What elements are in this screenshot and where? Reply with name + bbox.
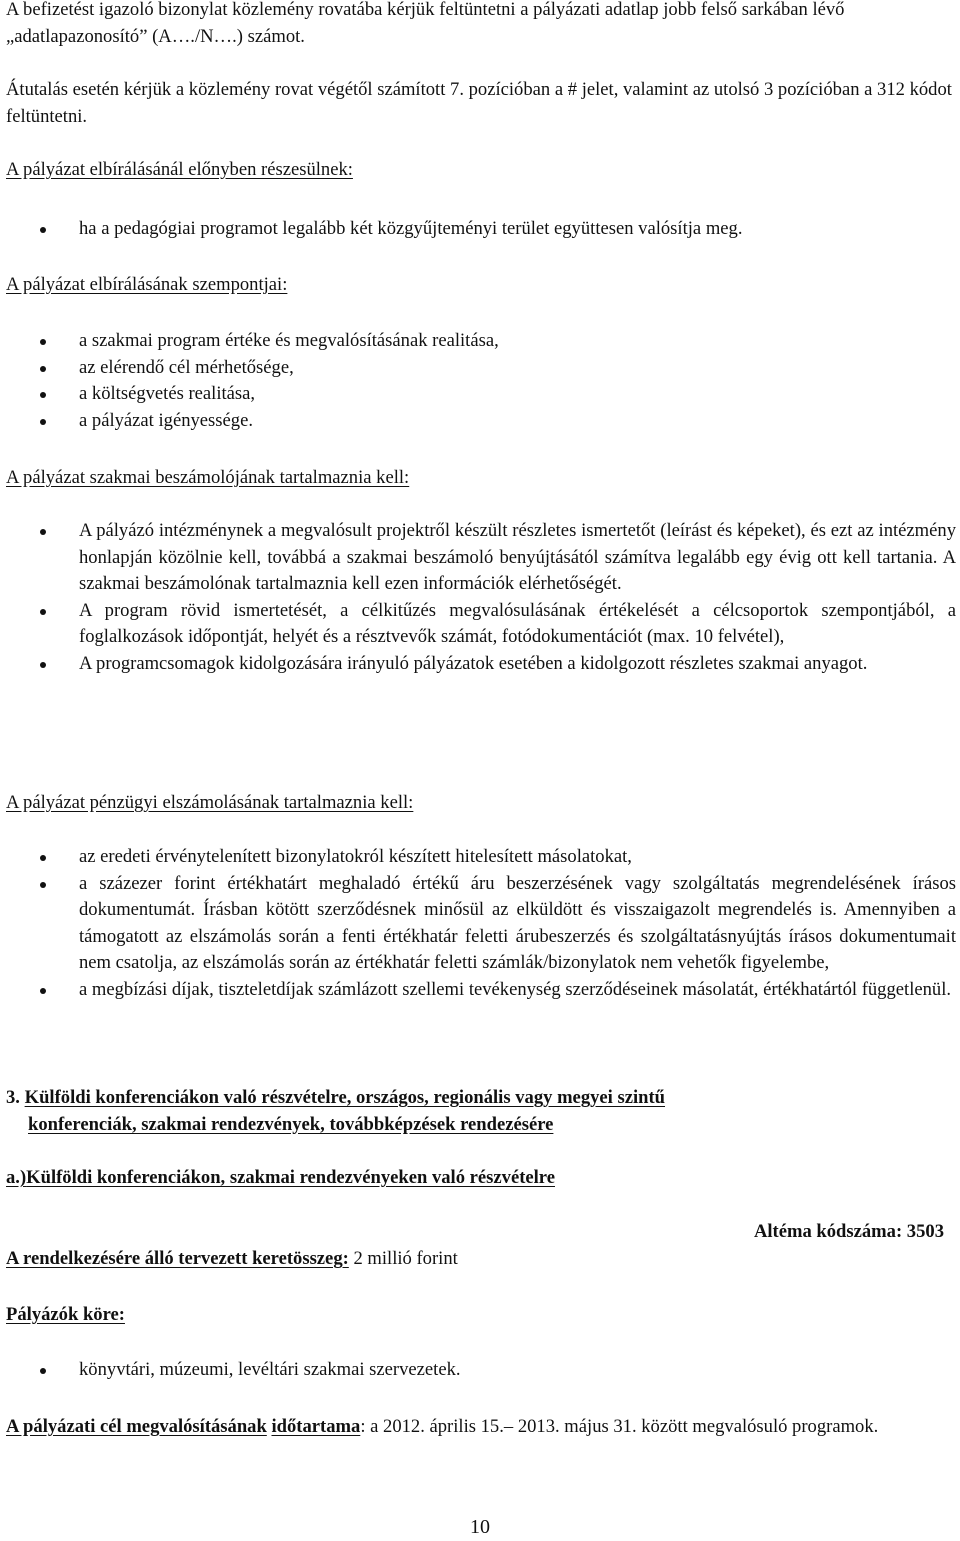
criteria-list [6, 328, 956, 434]
duration-label-1: A pályázati cél megvalósításának [6, 1416, 267, 1437]
budget-value: 2 millió forint [353, 1248, 458, 1269]
applicants-list [6, 1357, 956, 1384]
list-item: A program rövid ismertetését, a célkitűzés megvalósulásának értékelését a célcsoportok szempontjából, a foglalkozások időpontját, helyét és a résztvevők számát, fotódokumentációt (max. 10 felvétel), [6, 598, 956, 651]
subsection-a-title [6, 1165, 956, 1192]
section-number: 3. [6, 1087, 20, 1108]
list-item: az eredeti érvénytelenített bizonylatokról készített hitelesített másolatokat, [6, 844, 956, 871]
applicants-heading: Pályázók köre: [6, 1304, 125, 1325]
bullet-icon [40, 227, 46, 233]
bullet-icon [40, 339, 46, 345]
bullet-icon [40, 392, 46, 398]
subsection-label: a.) [6, 1167, 27, 1188]
bullet-icon [40, 366, 46, 372]
section-title-line-2: konferenciák, szakmai rendezvények, továbbképzések rendezésére [28, 1113, 554, 1135]
criteria-heading: A pályázat elbírálásának szempontjai: [6, 274, 288, 295]
duration-label-2: időtartama [271, 1416, 361, 1437]
bullet-icon [40, 662, 46, 668]
list-item: az elérendő cél mérhetősége, [6, 355, 956, 382]
list-item: ha a pedagógiai programot legalább két közgyűjteményi terület együttesen valósítja meg. [6, 216, 956, 243]
bullet-icon [40, 529, 46, 535]
list-item: a költségvetés realitása, [6, 381, 956, 408]
section-3-title [6, 1085, 956, 1138]
page-number: 10 [470, 1516, 490, 1538]
bullet-icon [40, 988, 46, 994]
duration-text: : a 2012. április 15.– 2013. május 31. között megvalósuló programok. [360, 1416, 879, 1437]
bullet-icon [40, 609, 46, 615]
list-item: A programcsomagok kidolgozására irányuló pályázatok esetében a kidolgozott részletes szakmai anyagot. [6, 651, 956, 678]
topic-code: Altéma kódszáma: 3503 [753, 1221, 944, 1242]
finance-list [6, 844, 956, 1003]
subsection-title-text: Külföldi konferenciákon, szakmai rendezvényeken való részvételre [26, 1167, 555, 1188]
budget-label: A rendelkezésére álló tervezett keretösszeg: [6, 1248, 349, 1269]
advantage-list [6, 216, 956, 243]
list-item: a megbízási díjak, tiszteletdíjak számlázott szellemi tevékenység szerződéseinek másolatát, értékhatártól függetlenül. [6, 977, 956, 1004]
section-title-line-1: Külföldi konferenciákon való részvételre, országos, regionális vagy megyei szintű [24, 1087, 666, 1108]
duration-paragraph [6, 1414, 956, 1441]
bullet-icon [40, 1368, 46, 1374]
bullet-icon [40, 419, 46, 425]
finance-heading: A pályázat pénzügyi elszámolásának tartalmaznia kell: [6, 792, 414, 813]
bullet-icon [40, 882, 46, 888]
bullet-icon [40, 855, 46, 861]
intro-paragraph-1: A befizetést igazoló bizonylat közlemény rovatába kérjük feltüntetni a pályázati adatlap jobb felső sarkában lévő „adatlapazonosító” (A…./N….) számot. [6, 0, 845, 47]
intro-paragraph-2: Átutalás esetén kérjük a közlemény rovat végétől számított 7. pozícióban a # jelet, valamint az utolsó 3 pozícióban a 312 kódot feltüntetni. [6, 79, 952, 127]
list-item: könyvtári, múzeumi, levéltári szakmai szervezetek. [6, 1357, 956, 1384]
advantage-heading: A pályázat elbírálásánál előnyben részesülnek: [6, 159, 353, 180]
list-item: a pályázat igényessége. [6, 408, 956, 435]
report-list [6, 518, 956, 677]
report-heading: A pályázat szakmai beszámolójának tartalmaznia kell: [6, 467, 410, 488]
list-item: A pályázó intézménynek a megvalósult projektről készült részletes ismertetőt (leírást és képeket), és ezt az intézmény honlapján közölnie kell, továbbá a szakmai beszámoló benyújtásától számítva legalább egy évig ott kell tartania. A szakmai beszámolónak tartalmaznia kell ezen információk elérhetőségét. [6, 518, 956, 598]
list-item: a százezer forint értékhatárt meghaladó értékű áru beszerzésének vagy szolgáltatás megrendelésének írásos dokumentumát. Írásban kötött szerződésnek minősül az elküldött és visszaigazolt megrendelés is. Amennyiben a támogatott az elszámolás során a fenti értékhatár feletti árubeszerzés és szolgáltatásnyújtás írásos dokumentumait nem csatolja, az elszámolás során az értékhatár feletti számlák/bizonylatok nem vehetők figyelembe, [6, 871, 956, 977]
budget-line [6, 1246, 956, 1273]
list-item: a szakmai program értéke és megvalósításának realitása, [6, 328, 956, 355]
